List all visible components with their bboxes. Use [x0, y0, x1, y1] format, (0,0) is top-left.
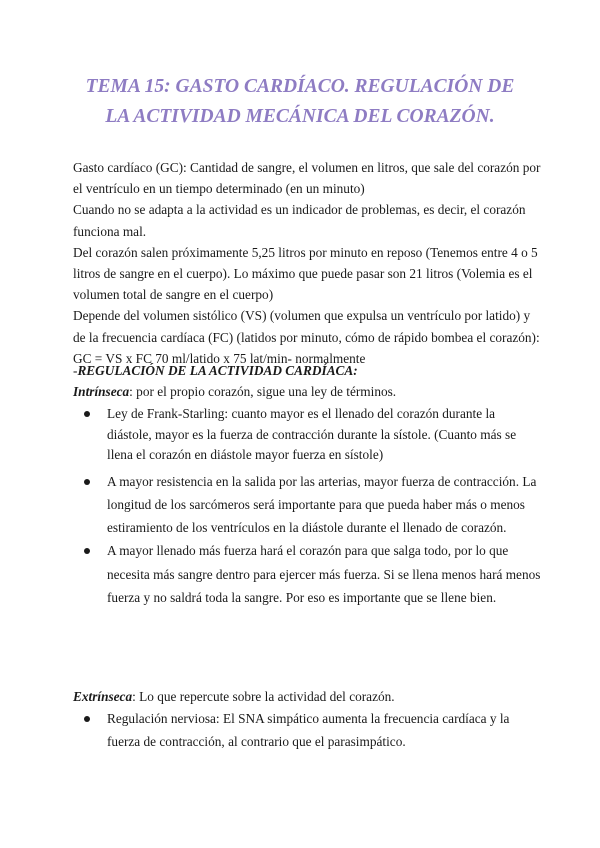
- intrinsic-line: [73, 381, 543, 402]
- paragraph-litros: Del corazón salen próximamente 5,25 litros por minuto en reposo (Tenemos entre 4 o 5 litros de sangre en el cuerpo). Lo máximo que puede pasar son 21 litros (Volemia es el volumen total de sangre en el cuerpo): [73, 244, 538, 303]
- list-item: [73, 404, 543, 466]
- extrinsic-line: [73, 686, 543, 707]
- intrinsic-bullet-list: [73, 404, 543, 609]
- list-item-text: Regulación nerviosa: El SNA simpático aumenta la frecuencia cardíaca y la fuerza de contracción, al contrario que el parasimpático.: [107, 711, 510, 750]
- bullet-icon: [84, 479, 90, 485]
- list-item-text: Ley de Frank-Starling: cuanto mayor es el llenado del corazón durante la diástole, mayor es la fuerza de contracción durante la sístole. (Cuanto más se llena el corazón en diástole mayor fuerza en sístole): [107, 406, 517, 462]
- list-item: [73, 539, 543, 609]
- section-heading-prefix: -: [73, 363, 78, 378]
- list-item-text: A mayor llenado más fuerza hará el corazón para que salga todo, por lo que necesita más sangre dentro para ejercer más fuerza. Si se llena menos hará menos fuerza y no saldrá toda la sangre. Por eso es importante que se llene bien.: [107, 543, 541, 605]
- paragraph-gasto-cardiaco: Gasto cardíaco (GC): Cantidad de sangre, el volumen en litros, que sale del corazón por el ventrículo en un tiempo determinado (en un minuto): [73, 160, 541, 197]
- section-heading: [73, 360, 543, 381]
- bullet-icon: [84, 411, 90, 417]
- bullet-icon: [84, 716, 90, 722]
- section-heading-text: REGULACIÓN DE LA ACTIVIDAD CARDÍACA:: [77, 363, 358, 378]
- page-title: [60, 72, 540, 132]
- intro-paragraphs: [73, 157, 543, 369]
- extrinsic-text: : Lo que repercute sobre la actividad del corazón.: [132, 689, 395, 704]
- paragraph-indicador: Cuando no se adapta a la actividad es un indicador de problemas, es decir, el corazón funciona mal.: [73, 202, 526, 239]
- list-item: [73, 470, 543, 540]
- intrinsic-label: Intrínseca: [73, 384, 130, 399]
- title-line-2: LA ACTIVIDAD MECÁNICA DEL CORAZÓN.: [105, 106, 495, 127]
- bullet-icon: [84, 548, 90, 554]
- intrinsic-text: : por el propio corazón, sigue una ley de términos.: [129, 384, 397, 399]
- extrinsic-label: Extrínseca: [73, 689, 133, 704]
- list-item: [73, 707, 543, 754]
- title-line-1: TEMA 15: GASTO CARDÍACO. REGULACIÓN DE: [85, 76, 515, 97]
- list-item-text: A mayor resistencia en la salida por las arterias, mayor fuerza de contracción. La longitud de los sarcómeros será importante para que pueda haber más o menos estiramiento de los ventrículos en la diástole durante el llenado de corazón.: [107, 473, 537, 536]
- extrinsic-bullet-list: [73, 707, 543, 754]
- paragraph-formula: Depende del volumen sistólico (VS) (volumen que expulsa un ventrículo por latido) y de la frecuencia cardíaca (FC) (latidos por minuto, cómo de rápido bombea el corazón): GC = VS x FC 70 ml/latido x 75 lat/min- normalmente: [73, 308, 540, 366]
